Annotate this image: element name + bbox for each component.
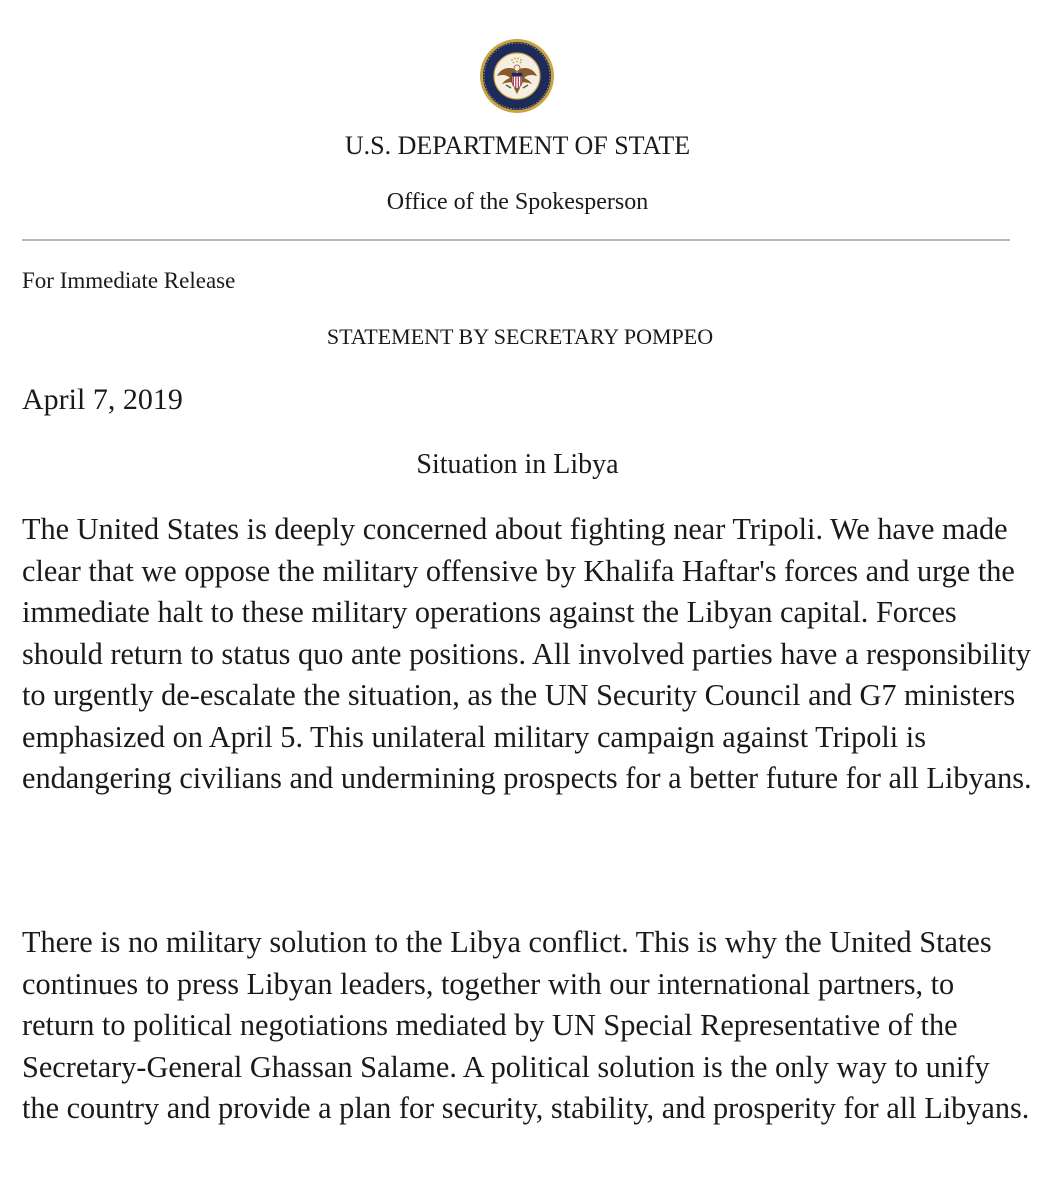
statement-topic: Situation in Libya: [416, 449, 619, 480]
department-of-state-seal-icon: [479, 38, 555, 114]
statement-paragraph: The United States is deeply concerned about fighting near Tripoli. We have made clear that we oppose the military offensive by Khalifa Haftar's forces and urge the immediate halt to these military operations against the Libyan capital. Forces should return to status quo ante positions. All involved parties have a responsibility to urgently de-escalate the situation, as the UN Security Council and G7 ministers emphasized on April 5. This unilateral military campaign against Tripoli is endangering civilians and undermining prospects for a better future for all Libyans.: [22, 512, 1032, 795]
release-label: For Immediate Release: [22, 268, 236, 293]
statement-paragraph: There is no military solution to the Libya conflict. This is why the United States continues to press Libyan leaders, together with our international partners, to return to political negotiations mediated by UN Special Representative of the Secretary-General Ghassan Salame. A political solution is the only way to unify the country and provide a plan for security, stability, and prosperity for all Libyans.: [22, 925, 1030, 1125]
header-divider: [22, 239, 1010, 241]
office-name: Office of the Spokesperson: [386, 189, 649, 215]
statement-date: April 7, 2019: [22, 383, 183, 416]
department-name: U.S. DEPARTMENT OF STATE: [344, 131, 691, 160]
statement-heading: STATEMENT BY SECRETARY POMPEO: [326, 324, 714, 349]
